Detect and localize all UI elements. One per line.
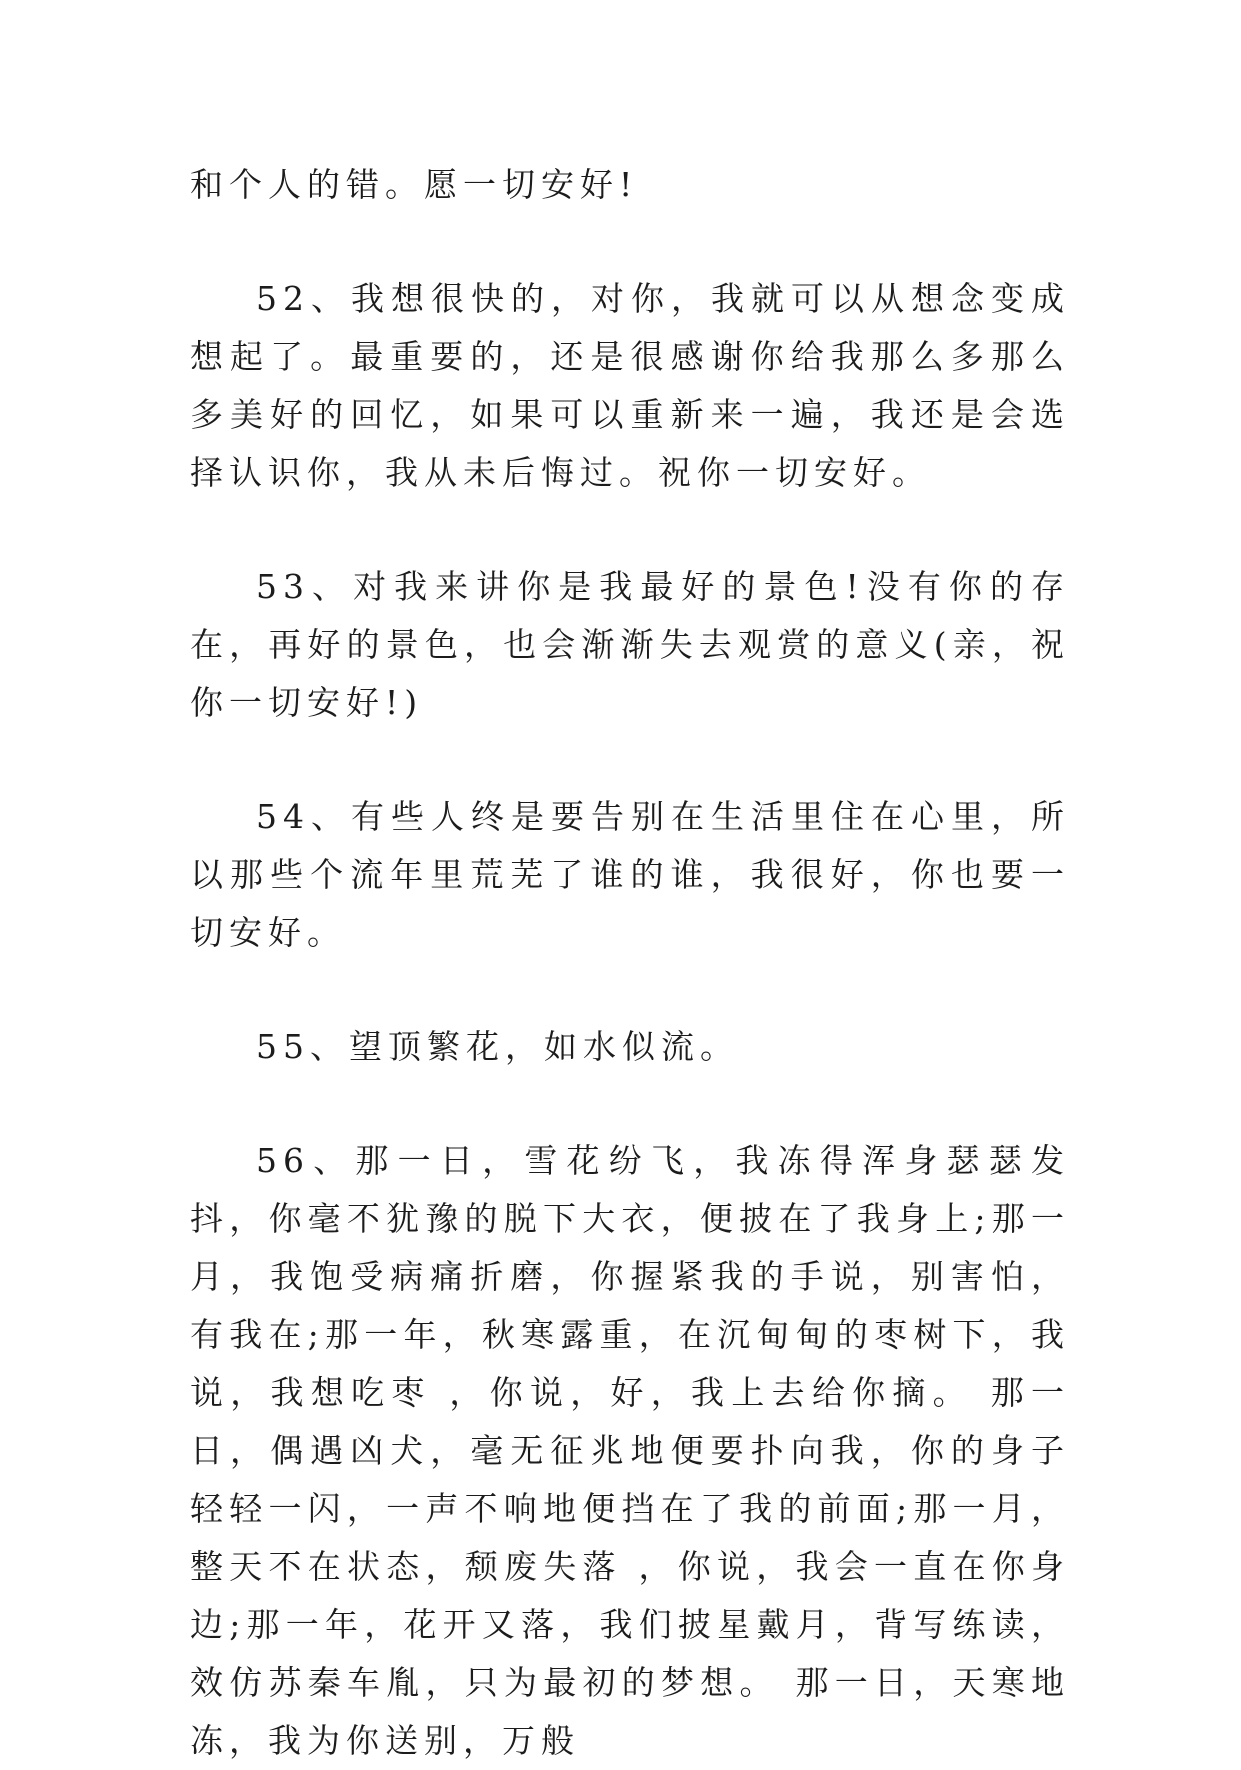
paragraph-continuation: 和个人的错。愿一切安好! xyxy=(190,165,639,204)
paragraph-55: 55、望顶繁花，如水似流。 xyxy=(256,1027,739,1066)
paragraph-56: 56、那一日，雪花纷飞，我冻得浑身瑟瑟发抖，你毫不犹豫的脱下大衣，便披在了我身上;那一月，我饱受病痛折磨，你握紧我的手说，别害怕，有我在;那一年，秋寒露重，在沉甸甸的枣树下，我说，我想吃枣 ，你说，好，我上去给你摘。 那一日，偶遇凶犬，毫无征兆地便要扑向我，你的身子轻轻一闪，一声不响地便挡在了我的前面;那一月，整天不在状态，颓废失落 ，你说，我会一直在你身边;那一年，花开又落，我们披星戴月，背写练读，效仿苏秦车胤，只为最初的梦想。 那一日，天寒地冻，我为你送别，万般 xyxy=(190,1141,1070,1760)
paragraph-53: 53、对我来讲你是我最好的景色!没有你的存在，再好的景色，也会渐渐失去观赏的意义(亲，祝你一切安好!) xyxy=(190,567,1070,722)
paragraph-54: 54、有些人终是要告别在生活里住在心里，所以那些个流年里荒芜了谁的谁，我很好，你也要一切安好。 xyxy=(190,797,1070,952)
paragraph-52: 52、我想很快的，对你，我就可以从想念变成想起了。最重要的，还是很感谢你给我那么多那么多美好的回忆，如果可以重新来一遍，我还是会选择认识你，我从未后悔过。祝你一切安好。 xyxy=(190,279,1070,492)
document-body xyxy=(190,156,1070,1770)
